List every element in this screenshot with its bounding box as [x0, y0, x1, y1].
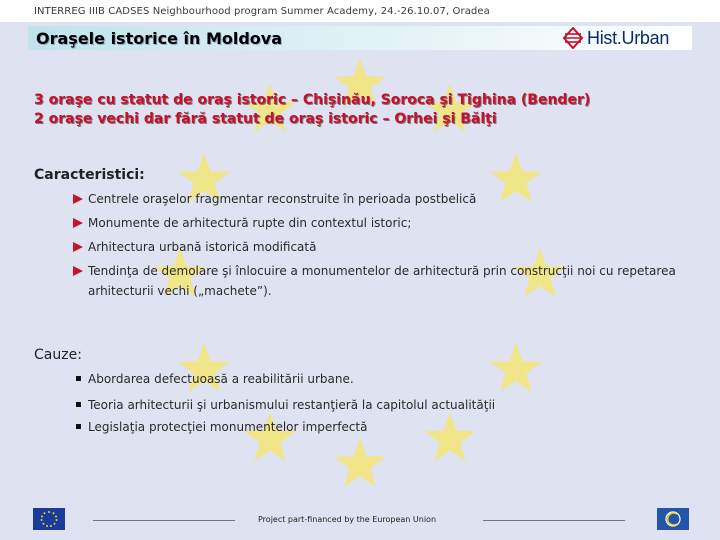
logo-text: Hist.Urban — [587, 27, 670, 48]
list-item: Teoria arhitecturii şi urbanismului restanţieră la capitolul actualităţii — [73, 395, 693, 415]
headline-historic-status: 3 oraşe cu statut de oraş istoric – Chişinău, Soroca şi Tighina (Bender) — [34, 92, 591, 108]
eu-flag-icon — [33, 508, 65, 530]
triangle-bullet-icon — [73, 266, 83, 276]
headline-old-towns: 2 oraşe vechi dar fără statut de oraş istoric – Orhei şi Bălţi — [34, 111, 497, 127]
list-item: Monumente de arhitectură rupte din contextul istoric; — [73, 213, 693, 233]
program-header: INTERREG IIIB CADSES Neighbourhood program Summer Academy, 24.-26.10.07, Oradea — [34, 6, 490, 17]
footer-divider-left — [93, 520, 235, 521]
square-bullet-icon — [76, 402, 81, 407]
square-bullet-icon — [76, 376, 81, 381]
characteristics-label: Caracteristici: — [34, 167, 145, 183]
council-of-europe-icon — [657, 508, 689, 530]
list-item: Legislaţia protecţiei monumentelor imperfectă — [73, 417, 693, 437]
triangle-bullet-icon — [73, 218, 83, 228]
list-item: Centrele oraşelor fragmentar reconstruite în perioada postbelică — [73, 189, 693, 209]
causes-label: Cauze: — [34, 347, 82, 363]
square-bullet-icon — [76, 424, 81, 429]
triangle-bullet-icon — [73, 194, 83, 204]
list-item: Arhitectura urbană istorică modificată — [73, 237, 693, 257]
hist-urban-mark-icon — [563, 27, 583, 49]
footer-text: Project part-financed by the European Union — [258, 515, 437, 524]
footer-divider-right — [483, 520, 625, 521]
triangle-bullet-icon — [73, 242, 83, 252]
star-icon — [334, 438, 385, 487]
list-item: Tendinţa de demolare şi înlocuire a monumentelor de arhitectură prin construcţii noi cu repetarea arhitecturii vechi („machete”). — [73, 261, 693, 301]
page-title: Oraşele istorice în Moldova — [36, 29, 283, 48]
hist-urban-logo — [563, 26, 669, 50]
list-item: Abordarea defectuoasă a reabilitării urbane. — [73, 369, 693, 389]
